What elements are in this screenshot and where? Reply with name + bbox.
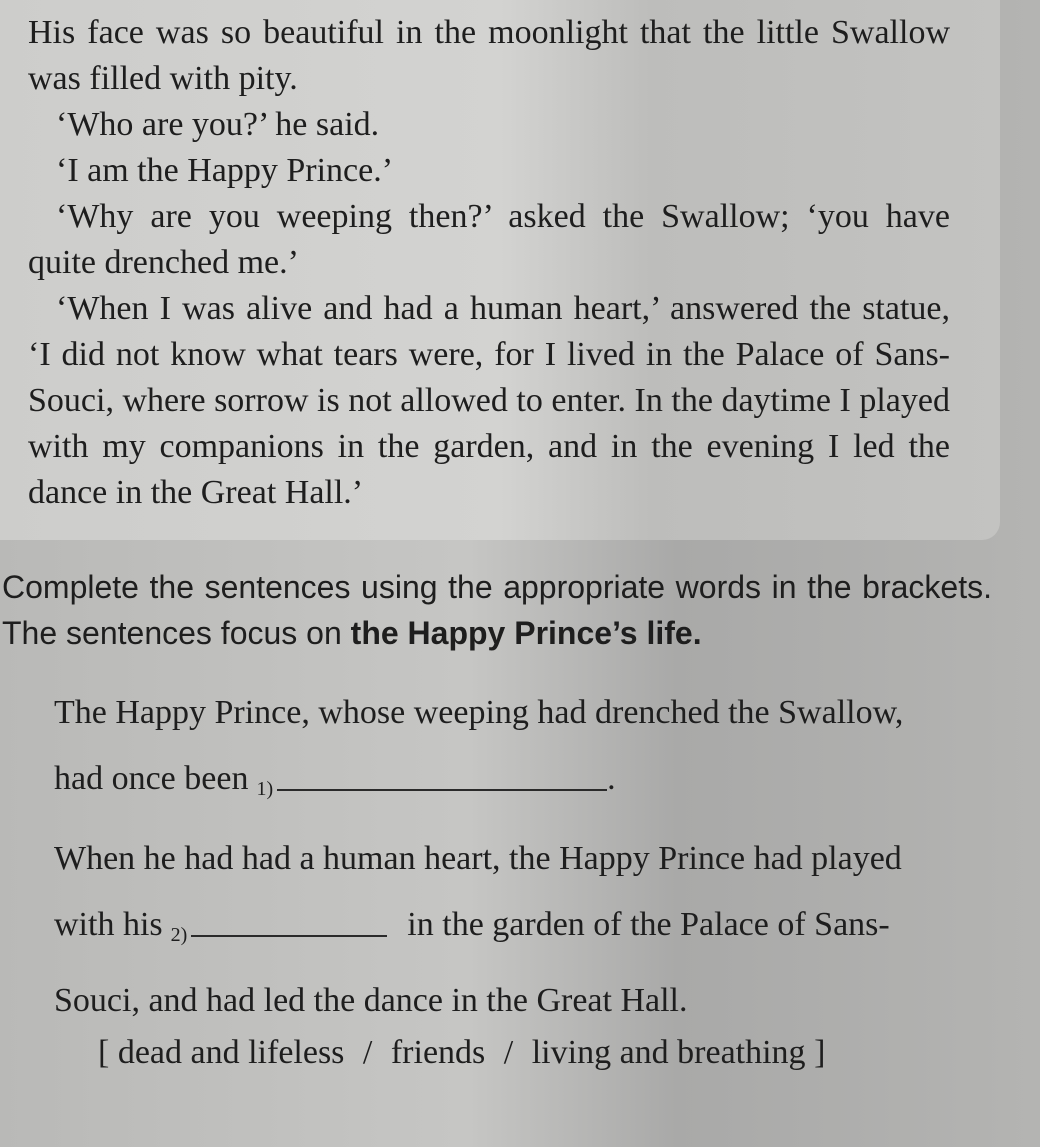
options-open-bracket: [: [98, 1034, 110, 1071]
sentence-2-line-2: [54, 892, 994, 968]
options-separator: /: [362, 1034, 373, 1071]
options-close-bracket: ]: [814, 1034, 826, 1071]
blank-1[interactable]: [277, 759, 607, 791]
passage-paragraph-2: ‘Who are you?’ he said.: [56, 106, 380, 143]
blank-2[interactable]: [191, 905, 387, 937]
sentence-1-line-1: The Happy Prince, whose weeping had drenched the Swallow,: [54, 694, 904, 731]
passage-paragraph-3: ‘I am the Happy Prince.’: [56, 152, 394, 189]
passage-paragraph-4: ‘Why are you weeping then?’ asked the Swallow; ‘you have quite drenched me.’: [28, 198, 950, 281]
sentence-2-line-1: When he had had a human heart, the Happy Prince had played: [54, 840, 902, 877]
passage-paragraph-1: His face was so beautiful in the moonlight that the little Swallow was filled with pity.: [28, 14, 950, 97]
option-dead-and-lifeless: dead and lifeless: [117, 1034, 345, 1071]
blank-1-number: 1): [256, 778, 274, 800]
sentence-2: [54, 826, 994, 1034]
instruction-bold: the Happy Prince’s life.: [350, 615, 702, 651]
passage-paragraph-5: ‘When I was alive and had a human heart,’ answered the statue, ‘I did not know what tears were, for I lived in the Palace of Sans-Souci, where sorrow is not allowed to enter. In the daytime I played with my companions in the garden, and in the evening I led the dance in the Great Hall.’: [28, 290, 950, 511]
sentence-1-suffix: .: [607, 760, 616, 797]
sentence-2-line-3: Souci, and had led the dance in the Great Hall.: [54, 982, 688, 1019]
sentence-1: [54, 680, 994, 822]
sentence-1-line-2: [54, 746, 994, 822]
sentence-1-prefix: had once been: [54, 760, 249, 797]
exercise-instruction: [0, 564, 992, 656]
sentence-2-suffix: in the garden of the Palace of Sans-: [407, 906, 890, 943]
sentence-2-prefix: with his: [54, 906, 163, 943]
passage-box: [0, 0, 1000, 540]
option-friends: friends: [390, 1034, 486, 1071]
options-separator: /: [503, 1034, 514, 1071]
option-living-and-breathing: living and breathing: [531, 1034, 806, 1071]
blank-2-number: 2): [170, 924, 188, 946]
instruction-text: Complete the sentences using the appropriate words in the brackets. The sentences focus on: [2, 569, 992, 651]
word-options: [98, 1034, 825, 1072]
